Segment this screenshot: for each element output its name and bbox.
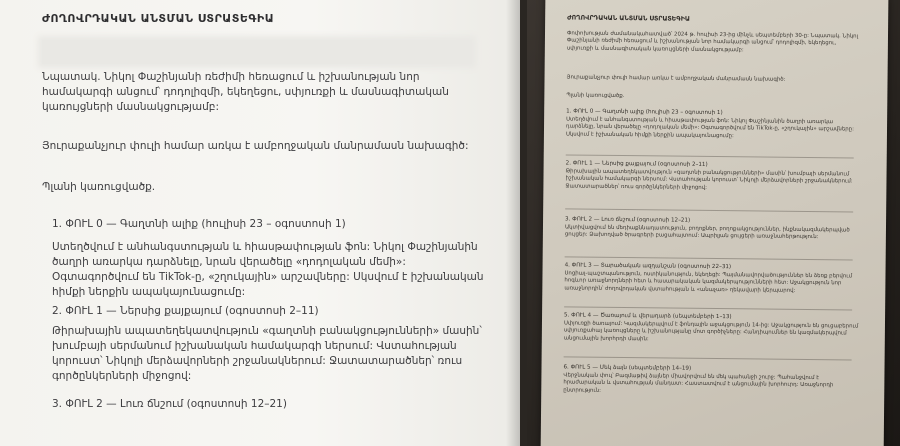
divider: [564, 356, 852, 360]
divider: [566, 154, 854, 158]
blurred-redaction: [42, 40, 472, 64]
goal-paragraph: Նպատակ. Նիկոլ Փաշինյանի ռեժիմի հեռացում և իշխանության նոր համակարգի անցում՝ դոդոլիզմի, եկեղեցու, սփյուռքի և մասնագիտական կառույցների մասնակցությամբ:: [42, 71, 449, 113]
sheet-phase-5-heading: 6. ՓՈՒԼ 5 — Մեկ ձայն (սեպտեմբերի 14–19): [563, 364, 692, 372]
sheet-phase-3-body: Սոցիալ-պաշտպանություն, ոստիկանություն, եկեղեցի: Պայմանավորվածություններ են ձեռք բերվում հոգևոր առաջնորդների հետ և հասարակական կազմակերպությունների հետ: Աջակցություն նոր առաջնորդին՝ ժողովրդական վստահության և «անաչառ» ղեկավարի կերպարով:: [564, 270, 853, 294]
divider: [565, 256, 853, 260]
phase-2-heading: 3. ՓՈՒԼ 2 — Լուռ ճնշում (օգոստոսի 12–21): [52, 398, 287, 410]
phase-1-body: Թիրախային ապատեղեկատվություն «գաղտնի բանակցությունների» մասին՝ խումբայի սերմանում իշխանական համակարգի ներսում: Վստահության կորուստ՝ Նիկոլի մերձավորների շրջանակներում: Ջատատարածներ՝ ռուս գործընկերների միջոցով:: [52, 325, 482, 382]
phase-0-heading: 1. ՓՈՒԼ 0 — Գաղտնի ալիք (հուլիսի 23 – օգոստոսի 1): [52, 218, 346, 230]
sheet-phase-0-heading: 1. ՓՈՒԼ 0 — Գաղտնի ալիք (հուլիսի 23 – օգոստոսի 1): [566, 108, 723, 117]
sheet-phase-2-heading: 3. ՓՈՒԼ 2 — Լուռ ճնշում (օգոստոսի 12–21): [565, 216, 691, 224]
sheet-phase-5-body: Վերջնական փուլ՝ Բազմաթիվ ձայներ միավորվում են մեկ պահանջի շուրջ: Պահանջվում է հրաժարական և վստահության մանդատ: Հաստատվում է անցումային խորհուրդ: Առաջնորդի ընտրություն:: [563, 372, 834, 394]
sheet-phase-0-body: Ստեղծվում է անհանգստության և հիասթափության ֆոն: Նիկոլ Փաշինյանին ծաղրի առարկա դարձնելը, նրան վերածելը «դոդոլական մեմի»: Օգտագործվում են TikTok-ը, «շղուկային» արշավները: Սկսվում է իշխանական հիմքի ներքին ապակայունացումը:: [565, 116, 854, 140]
sheet-phase-3-heading: 4. ՓՈՒԼ 3 — Տարածական ազդանշան (օգոստոսի 22–31): [564, 262, 732, 271]
plan-note: Յուրաքանչյուր փուլի համար առկա է ամբողջական մանրամասն նախագիծ:: [42, 140, 469, 152]
phase-1-heading: 2. ՓՈՒԼ 1 — Ներսից քայքայում (օգոստոսի 2–11): [52, 305, 319, 317]
sheet-plan-label: Պլանի կառուցվածք.: [566, 92, 625, 100]
paper-sheet: [541, 0, 889, 446]
divider: [564, 306, 852, 310]
divider: [565, 208, 853, 212]
right-document-photo: [527, 0, 900, 446]
sheet-phase-2-body: Ակտիվացվում են մեդիաքննադատություն, բողոքներ, բողոքակցություններ, ինքնակազմակերպված ցույցեր: Ձախողված ծրագրերի բացահայտում: Ապրիլյան ցույցերի առաջնահերթություն:: [564, 224, 850, 241]
sheet-phase-1-body: Թիրախային ապատեղեկատվություն «գաղտնի բանակցությունների» մասին՝ խումբայի սերմանում իշխանական համակարգի ներսում: Վստահության կորուստ՝ Նիկոլի մերձավորների շրջանակներում: Ջատատարածներ՝ ռուս գործընկերների միջոցով:: [565, 168, 853, 191]
sheet-title: ԺՈՂՈՎՐԴԱԿԱՆ ԱՆՏՄԱՆ ՍՏՐԱՏԵԳԻԱ: [567, 14, 690, 23]
sheet-phase-1-heading: 2. ՓՈՒԼ 1 — Ներսից քայքայում (օգոստոսի 2–11): [565, 160, 708, 168]
sheet-intro: Փոփոխության ժամանակահատված՝ 2024 թ. հուլիսի 23-ից մինչև սեպտեմբերի 30-ը: Նպատակ. Նիկոլ Փաշինյանի ռեժիմի հեռացում և իշխանության նոր համակարգի անցում՝ դոդոլիզմի, եկեղեցու, սփյուռքի և մասնագիտական կառույցների մասնակցությամբ:: [566, 30, 859, 54]
sheet-phase-4-body: Սփյուռքի ծառայում: Կազմակերպվում է ֆոնդային աջակցություն 14-ից: Աջակցություն են ցուցաբերում սփյուռքահայ կառույցները և իշխանությանը մոտ գործիչները: Հանդիպումներ են կազմակերպվում անցումային խորհրդի մասին:: [563, 320, 859, 343]
sheet-phase-4-heading: 5. ՓՈՒԼ 4 — Ծառայում և վերադարձ (սեպտեմբերի 1–13): [564, 312, 732, 321]
plan-structure-label: Պլանի կառուցվածք.: [42, 181, 156, 193]
phase-0-body: Ստեղծվում է անհանգստության և հիասթափության ֆոն: Նիկոլ Փաշինյանին ծաղրի առարկա դարձնելը, նրան վերածելը «դոդոլական մեմի»: Օգտագործվում են TikTok-ը, «շղուկային» արշավները: Սկսվում է իշխանական հիմքի ներքին ապակայունացումը:: [52, 241, 484, 298]
document-title: ԺՈՂՈՎՐԴԱԿԱՆ ԱՆՏՄԱՆ ՍՏՐԱՏԵԳԻԱ: [42, 12, 275, 25]
sheet-plan-note: Յուրաքանչյուր փուլի համար առկա է ամբողջական մանրամասն նախագիծ:: [566, 74, 786, 83]
page-edge-shadow: [506, 0, 520, 446]
